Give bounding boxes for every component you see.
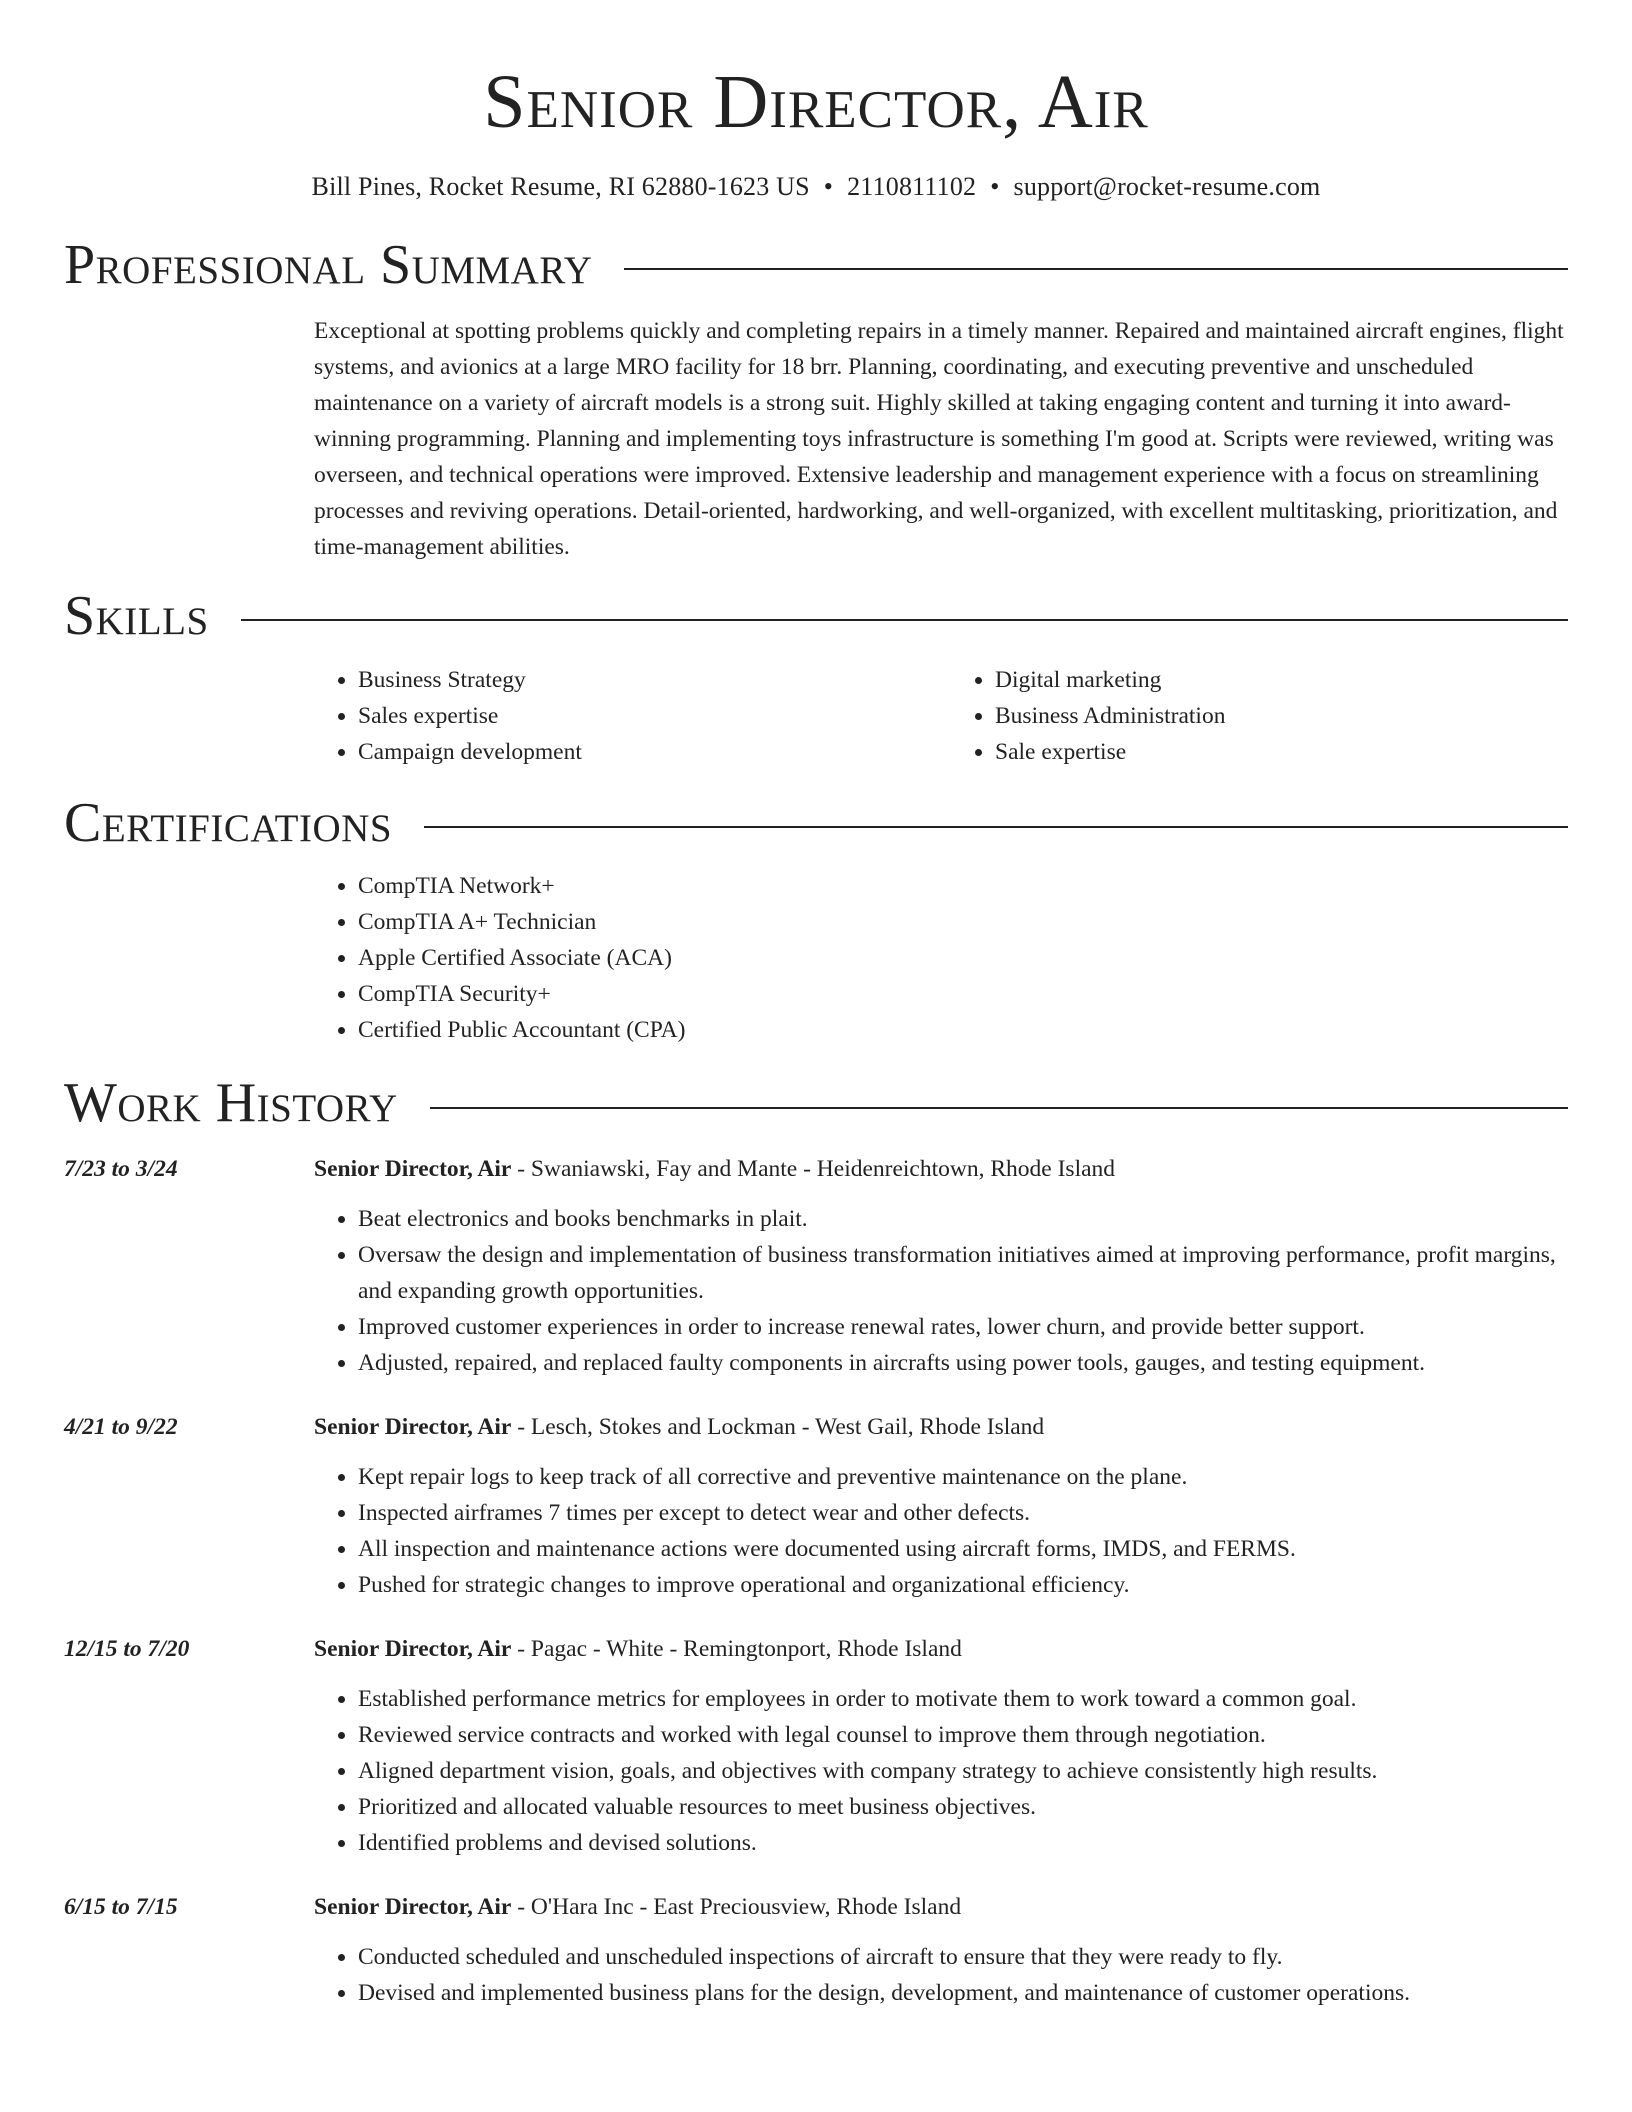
job-bullet: • Devised and implemented business plans for the design, development, and maintenance of customer operations. bbox=[358, 1975, 1568, 2011]
skill-item: • Sales expertise bbox=[358, 698, 931, 734]
skill-item: • Campaign development bbox=[358, 734, 931, 770]
skills-list-left bbox=[314, 662, 931, 770]
skills-section bbox=[64, 584, 1568, 770]
job-bullets bbox=[314, 1201, 1568, 1381]
job-header bbox=[314, 1151, 1568, 1187]
job-employer: - Pagac - White - Remingtonport, Rhode Island bbox=[511, 1636, 962, 1663]
job-bullet: • Oversaw the design and implementation of business transformation initiatives aimed at improving performance, profit margins, and expanding growth opportunities. bbox=[358, 1237, 1568, 1309]
summary-body bbox=[314, 313, 1568, 565]
summary-section bbox=[64, 236, 1568, 565]
job-bullet: • Identified problems and devised solutions. bbox=[358, 1825, 1568, 1861]
section-title-summary: Professional Summary bbox=[64, 234, 593, 296]
job-entry bbox=[64, 1631, 1568, 1861]
job-dates: 12/15 to 7/20 bbox=[64, 1636, 190, 1663]
job-employer: - Swaniawski, Fay and Mante - Heidenreichtown, Rhode Island bbox=[511, 1156, 1116, 1183]
job-entry bbox=[64, 1409, 1568, 1603]
job-details bbox=[314, 1409, 1568, 1603]
skills-list-right bbox=[951, 662, 1568, 770]
job-bullet: • Prioritized and allocated valuable resources to meet business objectives. bbox=[358, 1789, 1568, 1825]
job-dates: 7/23 to 3/24 bbox=[64, 1156, 178, 1183]
certifications-list bbox=[314, 868, 1568, 1048]
skill-item: • Business Strategy bbox=[358, 662, 931, 698]
certification-item: • Certified Public Accountant (CPA) bbox=[358, 1012, 1568, 1048]
certification-item: • CompTIA Security+ bbox=[358, 976, 1568, 1012]
contact-email: support@rocket-resume.com bbox=[1013, 172, 1321, 201]
section-divider bbox=[241, 619, 1568, 621]
job-bullets bbox=[314, 1939, 1568, 2011]
section-header bbox=[64, 791, 1568, 854]
section-header bbox=[64, 584, 1568, 647]
job-bullet: • Pushed for strategic changes to improve operational and organizational efficiency. bbox=[358, 1567, 1568, 1603]
job-header bbox=[314, 1631, 1568, 1667]
job-dates: 6/15 to 7/15 bbox=[64, 1894, 178, 1921]
certifications-body bbox=[314, 868, 1568, 1048]
job-bullet: • Inspected airframes 7 times per except to detect wear and other defects. bbox=[358, 1495, 1568, 1531]
certification-item: • Apple Certified Associate (ACA) bbox=[358, 940, 1568, 976]
job-bullet: • Conducted scheduled and unscheduled inspections of aircraft to ensure that they were ready to fly. bbox=[358, 1939, 1568, 1975]
job-title: Senior Director, Air bbox=[314, 1636, 512, 1663]
summary-text: Exceptional at spotting problems quickly and completing repairs in a timely manner. Repaired and maintained aircraft engines, flight systems, and avionics at a large MRO facility for 18 brr. Planning, coordinating, and executing preventive and unscheduled maintenance on a variety of aircraft models is a strong suit. Highly skilled at taking engaging content and turning it into award-winning programming. Planning and implementing toys infrastructure is something I'm good at. Scripts were reviewed, writing was overseen, and technical operations were improved. Extensive leadership and management experience with a focus on streamlining processes and reviving operations. Detail-oriented, hardworking, and well-organized, with excellent multitasking, prioritization, and time-management abilities. bbox=[314, 317, 1564, 560]
job-bullets bbox=[314, 1459, 1568, 1603]
work-history-section bbox=[64, 1074, 1568, 2011]
job-bullet: • Established performance metrics for employees in order to motivate them to work toward a common goal. bbox=[358, 1681, 1568, 1717]
job-bullet: • Beat electronics and books benchmarks in plait. bbox=[358, 1201, 1568, 1237]
job-bullet: • Improved customer experiences in order to increase renewal rates, lower churn, and provide better support. bbox=[358, 1309, 1568, 1345]
job-entry bbox=[64, 1889, 1568, 2011]
job-title: Senior Director, Air bbox=[314, 1156, 512, 1183]
certification-item: • CompTIA A+ Technician bbox=[358, 904, 1568, 940]
job-bullet: • Adjusted, repaired, and replaced faulty components in aircrafts using power tools, gauges, and testing equipment. bbox=[358, 1345, 1568, 1381]
job-header bbox=[314, 1889, 1568, 1925]
job-bullets bbox=[314, 1681, 1568, 1861]
section-header bbox=[64, 1074, 1568, 1133]
job-bullet: • Kept repair logs to keep track of all corrective and preventive maintenance on the plane. bbox=[358, 1459, 1568, 1495]
certification-item: • CompTIA Network+ bbox=[358, 868, 1568, 904]
section-header bbox=[64, 236, 1568, 295]
job-employer: - Lesch, Stokes and Lockman - West Gail, Rhode Island bbox=[511, 1414, 1045, 1441]
section-title-work-history: Work History bbox=[64, 1072, 398, 1135]
job-employer: - O'Hara Inc - East Preciousview, Rhode Island bbox=[511, 1894, 962, 1921]
certifications-section bbox=[64, 791, 1568, 1049]
contact-separator: • bbox=[823, 172, 834, 201]
job-title: Senior Director, Air bbox=[314, 1414, 512, 1441]
section-divider bbox=[424, 826, 1568, 828]
job-details bbox=[314, 1889, 1568, 2011]
skill-item: • Digital marketing bbox=[995, 662, 1568, 698]
job-header bbox=[314, 1409, 1568, 1445]
contact-line bbox=[64, 172, 1568, 202]
section-divider bbox=[624, 268, 1568, 270]
resume-name: Senior Director, Air bbox=[483, 60, 1149, 144]
contact-phone: 2110811102 bbox=[847, 172, 977, 201]
section-title-certifications: Certifications bbox=[64, 791, 393, 854]
job-details bbox=[314, 1631, 1568, 1861]
skills-body bbox=[314, 662, 1568, 770]
job-details bbox=[314, 1151, 1568, 1381]
job-entry bbox=[64, 1151, 1568, 1381]
job-dates: 4/21 to 9/22 bbox=[64, 1414, 178, 1441]
job-bullet: • Aligned department vision, goals, and objectives with company strategy to achieve consistently high results. bbox=[358, 1753, 1568, 1789]
job-bullet: • Reviewed service contracts and worked with legal counsel to improve them through negotiation. bbox=[358, 1717, 1568, 1753]
job-bullet: • All inspection and maintenance actions were documented using aircraft forms, IMDS, and FERMS. bbox=[358, 1531, 1568, 1567]
section-divider bbox=[430, 1107, 1568, 1109]
section-title-skills: Skills bbox=[64, 584, 209, 647]
job-title: Senior Director, Air bbox=[314, 1894, 512, 1921]
skill-item: • Business Administration bbox=[995, 698, 1568, 734]
skill-item: • Sale expertise bbox=[995, 734, 1568, 770]
contact-address: Bill Pines, Rocket Resume, RI 62880-1623 US bbox=[311, 172, 810, 201]
contact-separator: • bbox=[990, 172, 1000, 201]
